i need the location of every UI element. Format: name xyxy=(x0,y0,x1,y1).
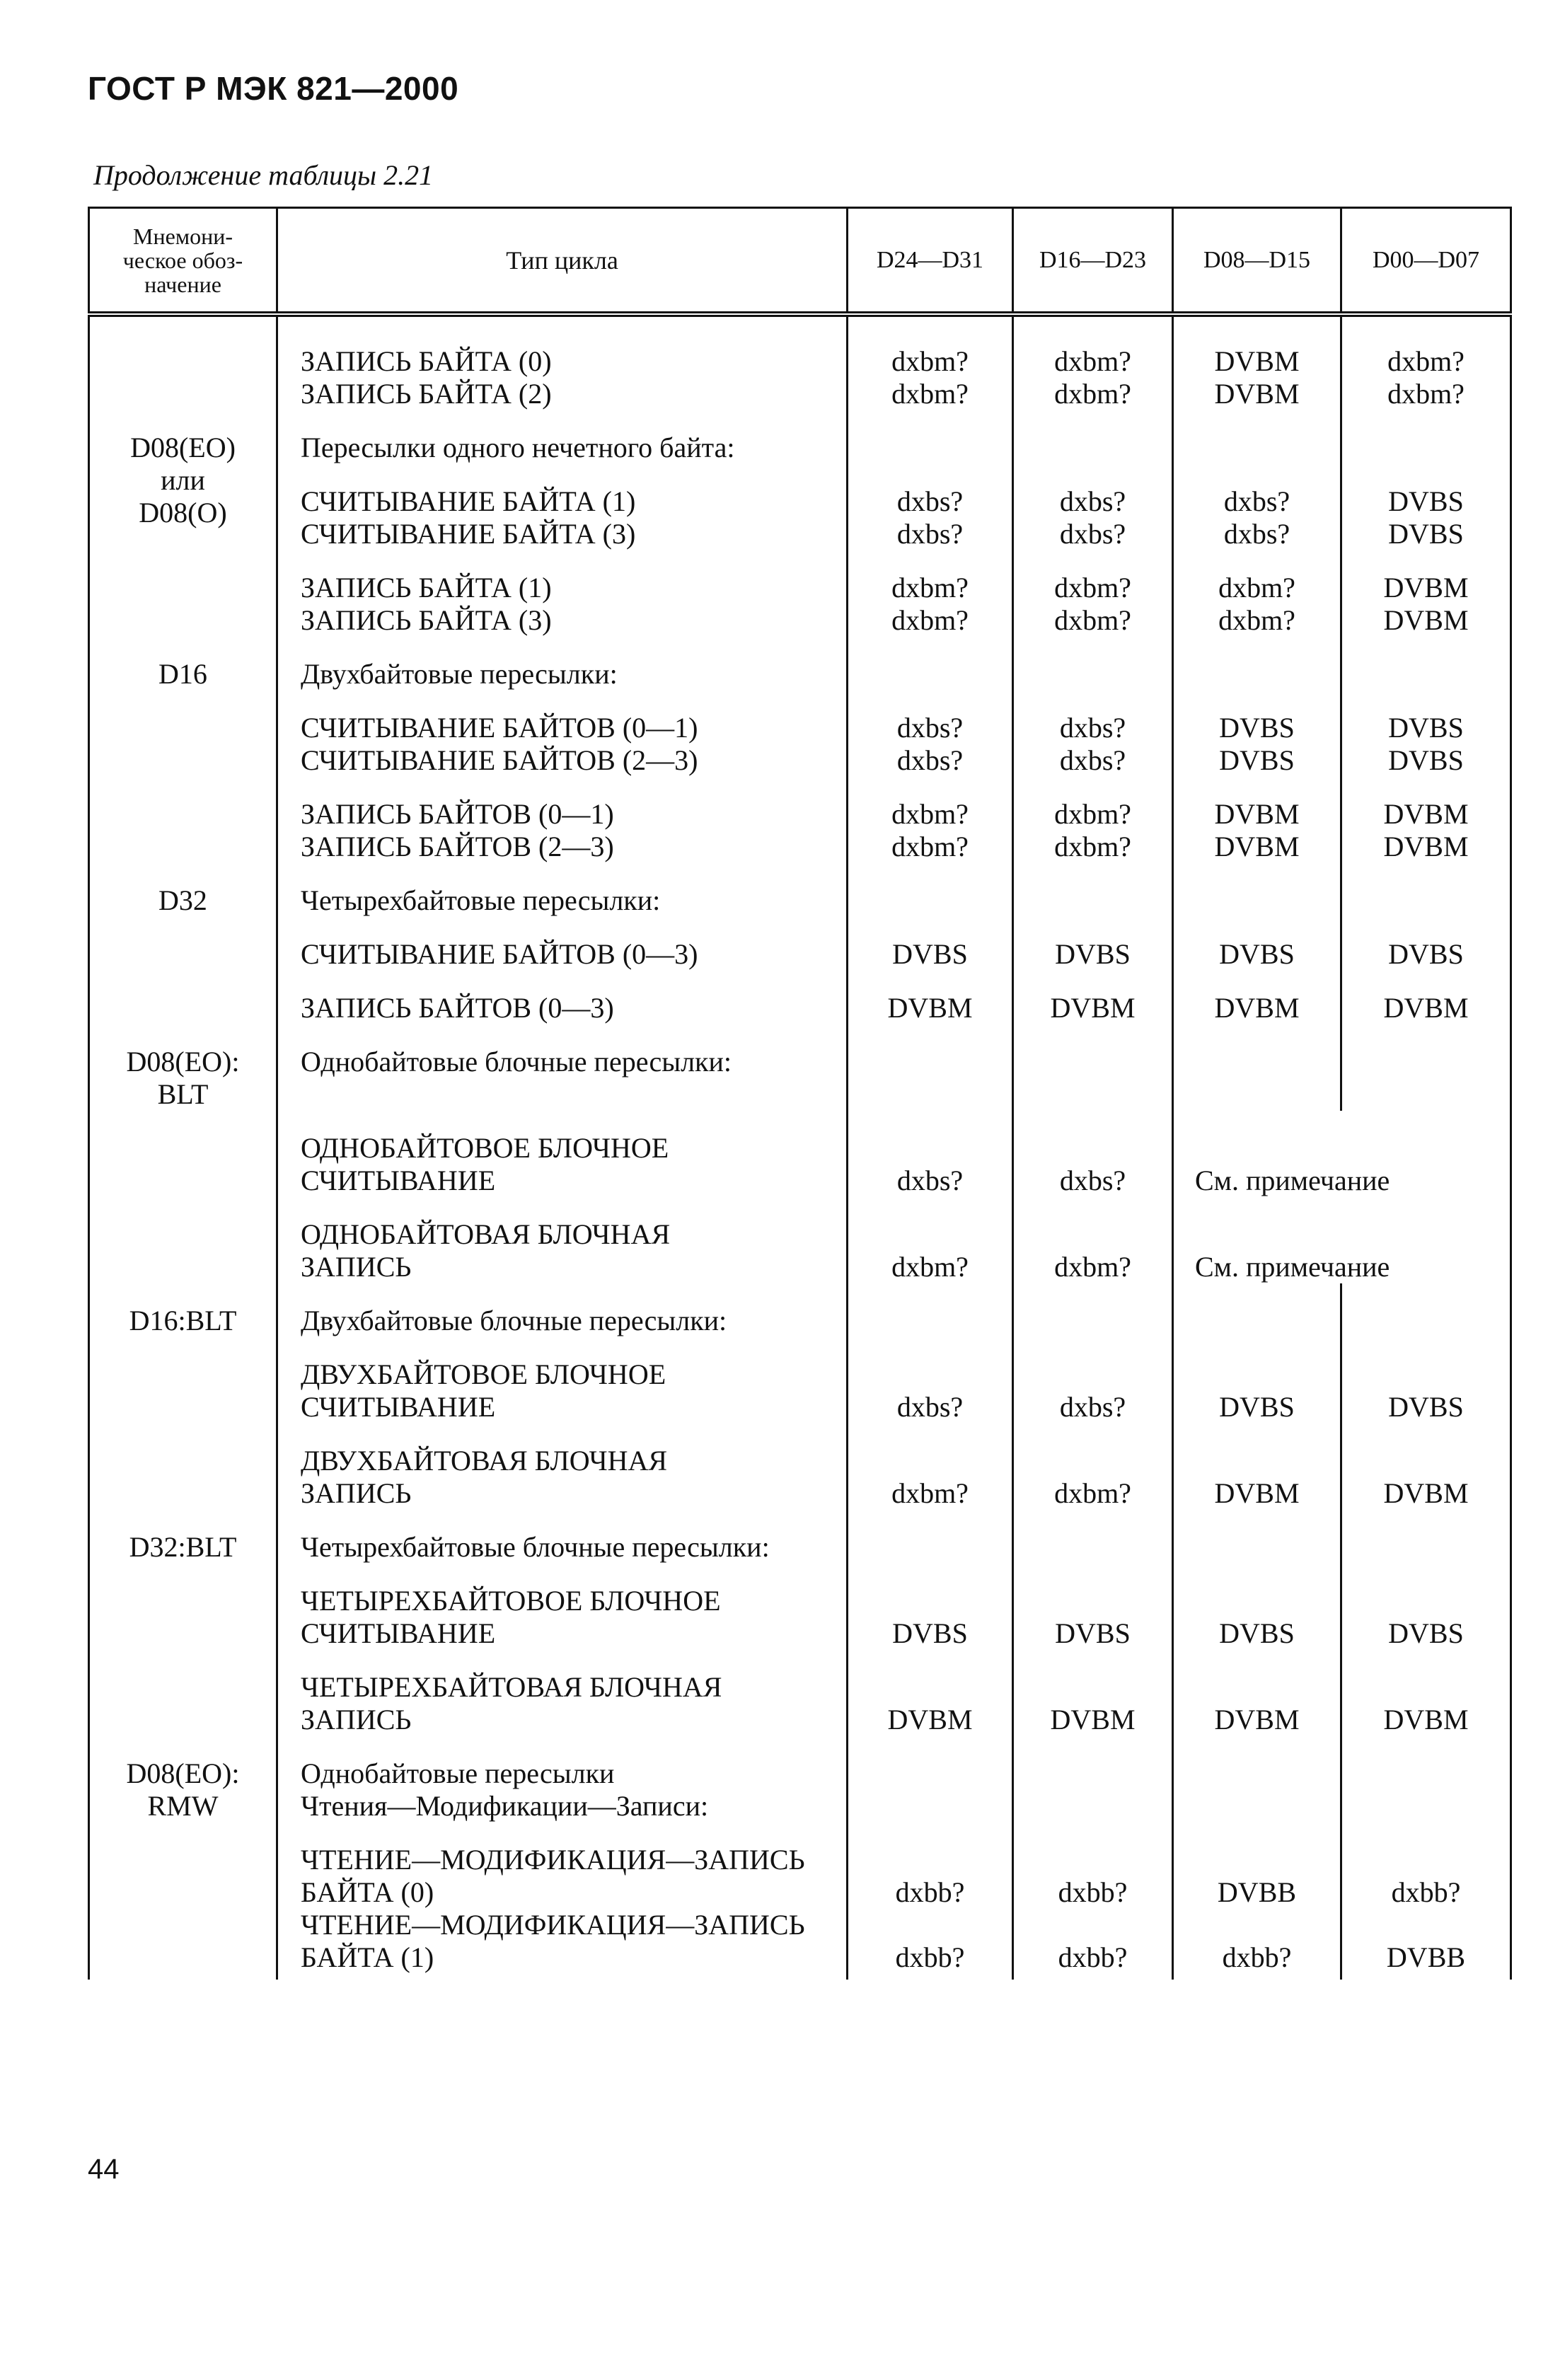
d24-d31-cell xyxy=(848,637,1013,691)
table-row xyxy=(89,1510,1511,1564)
d16-d23-cell: dxbs? xyxy=(1013,1337,1173,1423)
cycle-type-cell: ЧЕТЫРЕХБАЙТОВАЯ БЛОЧНАЯ ЗАПИСЬ xyxy=(277,1650,848,1736)
mnemonic-cell: D16 xyxy=(89,637,277,691)
group-heading-cell: Двухбайтовые блочные пересылки: xyxy=(277,1283,848,1337)
table-row xyxy=(89,637,1511,691)
d00-d07-cell xyxy=(1341,637,1511,691)
d24-d31-column-header: D24—D31 xyxy=(848,208,1013,315)
d08-d15-cell: DVBS xyxy=(1173,1564,1341,1650)
d00-d07-cell: DVBM DVBM xyxy=(1341,550,1511,637)
d08-d15-cell xyxy=(1173,637,1341,691)
d24-d31-cell xyxy=(848,863,1013,917)
table-row xyxy=(89,314,1511,410)
table-row xyxy=(89,410,1511,464)
d24-d31-cell: dxbs? xyxy=(848,1111,1013,1197)
d24-d31-cell: dxbm? dxbm? xyxy=(848,314,1013,410)
d16-d23-cell: DVBS xyxy=(1013,917,1173,971)
mnemonic-cell: D08(EO): BLT xyxy=(89,1024,277,1111)
table-row xyxy=(89,1423,1511,1510)
d16-d23-cell: DVBM xyxy=(1013,1650,1173,1736)
d08-d15-cell: DVBS xyxy=(1173,1337,1341,1423)
d08-d15-cell: DVBM DVBM xyxy=(1173,314,1341,410)
cycle-type-table xyxy=(88,207,1512,1980)
d00-d07-cell: DVBM DVBM xyxy=(1341,777,1511,863)
d24-d31-cell: dxbm? xyxy=(848,1197,1013,1283)
d08-d15-column-header: D08—D15 xyxy=(1173,208,1341,315)
d16-d23-cell: dxbm? xyxy=(1013,1197,1173,1283)
table-row xyxy=(89,1197,1511,1283)
d08-d15-cell xyxy=(1173,410,1341,464)
table-row xyxy=(89,1736,1511,1822)
mnemonic-cell: D32 xyxy=(89,863,277,917)
d08-d15-cell: DVBB xyxy=(1173,1822,1341,1909)
d08-d15-cell xyxy=(1173,1736,1341,1822)
page-number: 44 xyxy=(88,2154,120,2185)
cycle-type-cell: ДВУХБАЙТОВАЯ БЛОЧНАЯ ЗАПИСЬ xyxy=(277,1423,848,1510)
mnemonic-cell xyxy=(89,917,277,971)
cycle-type-cell: ЧЕТЫРЕХБАЙТОВОЕ БЛОЧНОЕ СЧИТЫВАНИЕ xyxy=(277,1564,848,1650)
d08-d15-cell xyxy=(1173,1024,1341,1111)
cycle-type-cell: ЗАПИСЬ БАЙТА (1) ЗАПИСЬ БАЙТА (3) xyxy=(277,550,848,637)
group-heading-cell: Однобайтовые блочные пересылки: xyxy=(277,1024,848,1111)
d24-d31-cell: dxbm? dxbm? xyxy=(848,777,1013,863)
table-row xyxy=(89,917,1511,971)
page-title: ГОСТ Р МЭК 821—2000 xyxy=(88,70,459,107)
d00-d07-cell xyxy=(1341,410,1511,464)
d24-d31-cell: dxbb? xyxy=(848,1822,1013,1909)
d24-d31-cell xyxy=(848,1736,1013,1822)
d24-d31-cell: dxbs? dxbs? xyxy=(848,691,1013,777)
cycle-type-cell: ДВУХБАЙТОВОЕ БЛОЧНОЕ СЧИТЫВАНИЕ xyxy=(277,1337,848,1423)
d16-d23-column-header: D16—D23 xyxy=(1013,208,1173,315)
d16-d23-cell xyxy=(1013,863,1173,917)
d24-d31-cell xyxy=(848,410,1013,464)
table-caption: Продолжение таблицы 2.21 xyxy=(93,159,434,191)
d08-d15-cell: DVBS DVBS xyxy=(1173,691,1341,777)
d00-d07-cell: DVBB xyxy=(1341,1909,1511,1980)
table-row xyxy=(89,550,1511,637)
d08-d15-cell: DVBS xyxy=(1173,917,1341,971)
cycle-type-cell: СЧИТЫВАНИЕ БАЙТОВ (0—1) СЧИТЫВАНИЕ БАЙТОВ (2—3) xyxy=(277,691,848,777)
group-heading-cell: Четырехбайтовые блочные пересылки: xyxy=(277,1510,848,1564)
d00-d07-cell: dxbm? dxbm? xyxy=(1341,314,1511,410)
mnemonic-cell xyxy=(89,691,277,777)
d00-d07-cell: DVBS xyxy=(1341,917,1511,971)
d24-d31-cell xyxy=(848,1510,1013,1564)
cycle-type-cell: СЧИТЫВАНИЕ БАЙТОВ (0—3) xyxy=(277,917,848,971)
table-row xyxy=(89,1283,1511,1337)
d00-d07-cell: DVBS xyxy=(1341,1564,1511,1650)
mnemonic-cell xyxy=(89,1111,277,1197)
d16-d23-cell: dxbm? dxbm? xyxy=(1013,777,1173,863)
group-heading-cell: Двухбайтовые пересылки: xyxy=(277,637,848,691)
table-row xyxy=(89,1909,1511,1980)
d24-d31-cell: dxbb? xyxy=(848,1909,1013,1980)
d16-d23-cell: dxbm? dxbm? xyxy=(1013,314,1173,410)
mnemonic-cell: D08(EO) xyxy=(89,410,277,464)
cycle-type-column-header: Тип цикла xyxy=(277,208,848,315)
d08-d15-cell xyxy=(1173,1283,1341,1337)
d24-d31-cell: dxbs? xyxy=(848,1337,1013,1423)
d24-d31-cell: DVBM xyxy=(848,1650,1013,1736)
d24-d31-cell: DVBS xyxy=(848,1564,1013,1650)
d16-d23-cell xyxy=(1013,1736,1173,1822)
mnemonic-cell xyxy=(89,1197,277,1283)
d16-d23-cell: dxbb? xyxy=(1013,1822,1173,1909)
d24-d31-cell: DVBS xyxy=(848,917,1013,971)
d08-d15-cell: DVBM xyxy=(1173,1650,1341,1736)
d16-d23-cell: dxbs? dxbs? xyxy=(1013,691,1173,777)
cycle-type-cell: ОДНОБАЙТОВОЕ БЛОЧНОЕ СЧИТЫВАНИЕ xyxy=(277,1111,848,1197)
mnemonic-cell xyxy=(89,1564,277,1650)
d00-d07-cell: DVBM xyxy=(1341,1423,1511,1510)
d00-d07-cell xyxy=(1341,1024,1511,1111)
d16-d23-cell xyxy=(1013,637,1173,691)
cycle-type-cell: ЗАПИСЬ БАЙТОВ (0—1) ЗАПИСЬ БАЙТОВ (2—3) xyxy=(277,777,848,863)
mnemonic-cell: или D08(O) xyxy=(89,464,277,550)
d16-d23-cell: dxbb? xyxy=(1013,1909,1173,1980)
table-row xyxy=(89,777,1511,863)
d08-d15-cell: DVBM xyxy=(1173,971,1341,1024)
group-heading-cell: Пересылки одного нечетного байта: xyxy=(277,410,848,464)
d08-d15-cell xyxy=(1173,863,1341,917)
table-row xyxy=(89,691,1511,777)
d16-d23-cell: dxbm? xyxy=(1013,1423,1173,1510)
d00-d07-cell: DVBS DVBS xyxy=(1341,691,1511,777)
d16-d23-cell xyxy=(1013,1283,1173,1337)
d08-d15-cell: dxbb? xyxy=(1173,1909,1341,1980)
d00-d07-cell: dxbb? xyxy=(1341,1822,1511,1909)
mnemonic-cell xyxy=(89,1822,277,1909)
d16-d23-cell: dxbs? xyxy=(1013,1111,1173,1197)
group-heading-cell: Однобайтовые пересылки Чтения—Модификации—Записи: xyxy=(277,1736,848,1822)
mnemonic-cell xyxy=(89,1650,277,1736)
d16-d23-cell: DVBM xyxy=(1013,971,1173,1024)
mnemonic-cell xyxy=(89,1909,277,1980)
d00-d07-cell: DVBM xyxy=(1341,1650,1511,1736)
d16-d23-cell: dxbs? dxbs? xyxy=(1013,464,1173,550)
d24-d31-cell: dxbs? dxbs? xyxy=(848,464,1013,550)
d16-d23-cell: dxbm? dxbm? xyxy=(1013,550,1173,637)
cycle-type-cell: ЗАПИСЬ БАЙТОВ (0—3) xyxy=(277,971,848,1024)
table-row xyxy=(89,1650,1511,1736)
mnemonic-cell xyxy=(89,314,277,410)
d16-d23-cell xyxy=(1013,1024,1173,1111)
d16-d23-cell xyxy=(1013,410,1173,464)
table-row xyxy=(89,863,1511,917)
d08-d15-cell: DVBM DVBM xyxy=(1173,777,1341,863)
d00-d07-cell xyxy=(1341,1283,1511,1337)
table-row xyxy=(89,1822,1511,1909)
mnemonic-cell xyxy=(89,550,277,637)
d24-d31-cell: dxbm? dxbm? xyxy=(848,550,1013,637)
table-row xyxy=(89,1337,1511,1423)
d00-d07-cell xyxy=(1341,863,1511,917)
d08-d15-cell: dxbs? dxbs? xyxy=(1173,464,1341,550)
d24-d31-cell: dxbm? xyxy=(848,1423,1013,1510)
group-heading-cell: Четырехбайтовые пересылки: xyxy=(277,863,848,917)
mnemonic-cell: D16:BLT xyxy=(89,1283,277,1337)
table-row xyxy=(89,971,1511,1024)
table-row xyxy=(89,1564,1511,1650)
mnemonic-column-header: Мнемони- ческое обоз- начение xyxy=(89,208,277,315)
d08-d15-cell: DVBM xyxy=(1173,1423,1341,1510)
d00-d07-column-header: D00—D07 xyxy=(1341,208,1511,315)
d00-d07-cell xyxy=(1341,1510,1511,1564)
table-row xyxy=(89,1024,1511,1111)
d24-d31-cell: DVBM xyxy=(848,971,1013,1024)
table-row xyxy=(89,464,1511,550)
d00-d07-cell: DVBM xyxy=(1341,971,1511,1024)
cycle-type-cell: ЧТЕНИЕ—МОДИФИКАЦИЯ—ЗАПИСЬ БАЙТА (0) xyxy=(277,1822,848,1909)
mnemonic-cell xyxy=(89,777,277,863)
mnemonic-cell: D08(EO): RMW xyxy=(89,1736,277,1822)
d24-d31-cell xyxy=(848,1283,1013,1337)
d08-d15-cell: dxbm? dxbm? xyxy=(1173,550,1341,637)
note-reference-cell: См. примечание xyxy=(1173,1197,1511,1283)
mnemonic-cell xyxy=(89,1337,277,1423)
cycle-type-cell: СЧИТЫВАНИЕ БАЙТА (1) СЧИТЫВАНИЕ БАЙТА (3) xyxy=(277,464,848,550)
d00-d07-cell: DVBS DVBS xyxy=(1341,464,1511,550)
d08-d15-cell xyxy=(1173,1510,1341,1564)
note-reference-cell: См. примечание xyxy=(1173,1111,1511,1197)
d16-d23-cell xyxy=(1013,1510,1173,1564)
d00-d07-cell xyxy=(1341,1736,1511,1822)
cycle-type-cell: ОДНОБАЙТОВАЯ БЛОЧНАЯ ЗАПИСЬ xyxy=(277,1197,848,1283)
d00-d07-cell: DVBS xyxy=(1341,1337,1511,1423)
mnemonic-cell: D32:BLT xyxy=(89,1510,277,1564)
mnemonic-cell xyxy=(89,971,277,1024)
table-header-row xyxy=(89,208,1511,315)
d24-d31-cell xyxy=(848,1024,1013,1111)
table-row xyxy=(89,1111,1511,1197)
cycle-type-cell: ЧТЕНИЕ—МОДИФИКАЦИЯ—ЗАПИСЬ БАЙТА (1) xyxy=(277,1909,848,1980)
cycle-type-cell: ЗАПИСЬ БАЙТА (0) ЗАПИСЬ БАЙТА (2) xyxy=(277,314,848,410)
d16-d23-cell: DVBS xyxy=(1013,1564,1173,1650)
mnemonic-cell xyxy=(89,1423,277,1510)
